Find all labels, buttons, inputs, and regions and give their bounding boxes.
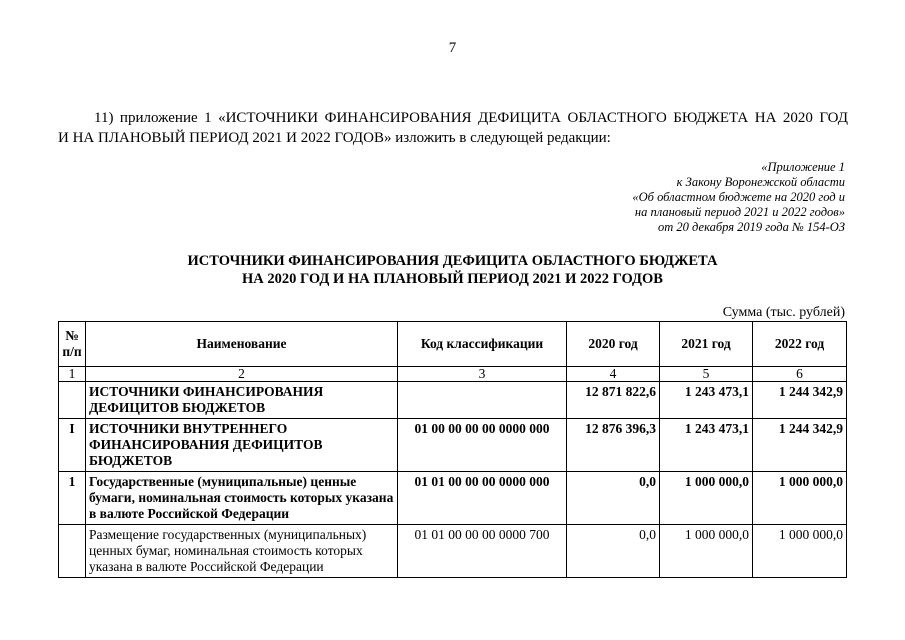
row-2021: 1 000 000,0 [660, 472, 753, 525]
table-row [59, 525, 847, 578]
appendix-line-4: на плановый период 2021 и 2022 годов» [634, 205, 845, 219]
header-number: № п/п [59, 322, 86, 367]
appendix-line-3: «Об областном бюджете на 2020 год и [632, 190, 845, 204]
row-code: 01 01 00 00 00 0000 000 [398, 472, 567, 525]
row-2022: 1 244 342,9 [753, 382, 847, 419]
column-number: 1 [59, 367, 86, 382]
header-2021: 2021 год [660, 322, 753, 367]
row-2022: 1 244 342,9 [753, 419, 847, 472]
row-2021: 1 243 473,1 [660, 419, 753, 472]
appendix-line-5: от 20 декабря 2019 года № 154-ОЗ [658, 220, 845, 234]
row-code [398, 382, 567, 419]
title-line-2: НА 2020 ГОД И НА ПЛАНОВЫЙ ПЕРИОД 2021 И 2022 ГОДОВ [242, 271, 663, 287]
budget-sources-table [58, 321, 847, 578]
header-code: Код классификации [398, 322, 567, 367]
row-code: 01 00 00 00 00 0000 000 [398, 419, 567, 472]
row-code: 01 01 00 00 00 0000 700 [398, 525, 567, 578]
title-line-1: ИСТОЧНИКИ ФИНАНСИРОВАНИЯ ДЕФИЦИТА ОБЛАСТНОГО БЮДЖЕТА [187, 253, 718, 269]
row-name: Государственные (муниципальные) ценные бумаги, номинальная стоимость которых указана в валюте Российской Федерации [86, 472, 398, 525]
row-2020: 12 871 822,6 [567, 382, 660, 419]
column-number: 2 [86, 367, 398, 382]
column-number: 5 [660, 367, 753, 382]
row-2020: 12 876 396,3 [567, 419, 660, 472]
row-2020: 0,0 [567, 472, 660, 525]
page-number: 7 [448, 40, 457, 56]
paragraph-line-1: 11) приложение 1 «ИСТОЧНИКИ ФИНАНСИРОВАНИЯ ДЕФИЦИТА ОБЛАСТНОГО БЮДЖЕТА НА 2020 ГОД [94, 110, 848, 126]
row-name: ИСТОЧНИКИ ВНУТРЕННЕГО ФИНАНСИРОВАНИЯ ДЕФИЦИТОВ БЮДЖЕТОВ [86, 419, 398, 472]
row-number [59, 525, 86, 578]
units-label: Сумма (тыс. рублей) [722, 305, 845, 320]
row-2021: 1 243 473,1 [660, 382, 753, 419]
column-number: 3 [398, 367, 567, 382]
table-header-row [59, 322, 847, 367]
appendix-line-1: «Приложение 1 [761, 160, 845, 174]
row-name: Размещение государственных (муниципальных) ценных бумаг, номинальная стоимость которых указана в валюте Российской Федерации [86, 525, 398, 578]
row-2021: 1 000 000,0 [660, 525, 753, 578]
row-number [59, 382, 86, 419]
column-number-row [59, 367, 847, 382]
row-2022: 1 000 000,0 [753, 525, 847, 578]
appendix-note [545, 160, 845, 235]
paragraph-line-2: И НА ПЛАНОВЫЙ ПЕРИОД 2021 И 2022 ГОДОВ» изложить в следующей редакции: [58, 130, 611, 146]
column-number: 4 [567, 367, 660, 382]
header-name: Наименование [86, 322, 398, 367]
header-2020: 2020 год [567, 322, 660, 367]
appendix-line-2: к Закону Воронежской области [676, 175, 845, 189]
table-row [59, 382, 847, 419]
row-2020: 0,0 [567, 525, 660, 578]
table-row [59, 419, 847, 472]
column-number: 6 [753, 367, 847, 382]
table-row [59, 472, 847, 525]
header-2022: 2022 год [753, 322, 847, 367]
row-2022: 1 000 000,0 [753, 472, 847, 525]
amendment-paragraph [58, 108, 848, 148]
row-name: ИСТОЧНИКИ ФИНАНСИРОВАНИЯ ДЕФИЦИТОВ БЮДЖЕТОВ [86, 382, 398, 419]
row-number: 1 [59, 472, 86, 525]
row-number: I [59, 419, 86, 472]
document-title [0, 252, 905, 288]
